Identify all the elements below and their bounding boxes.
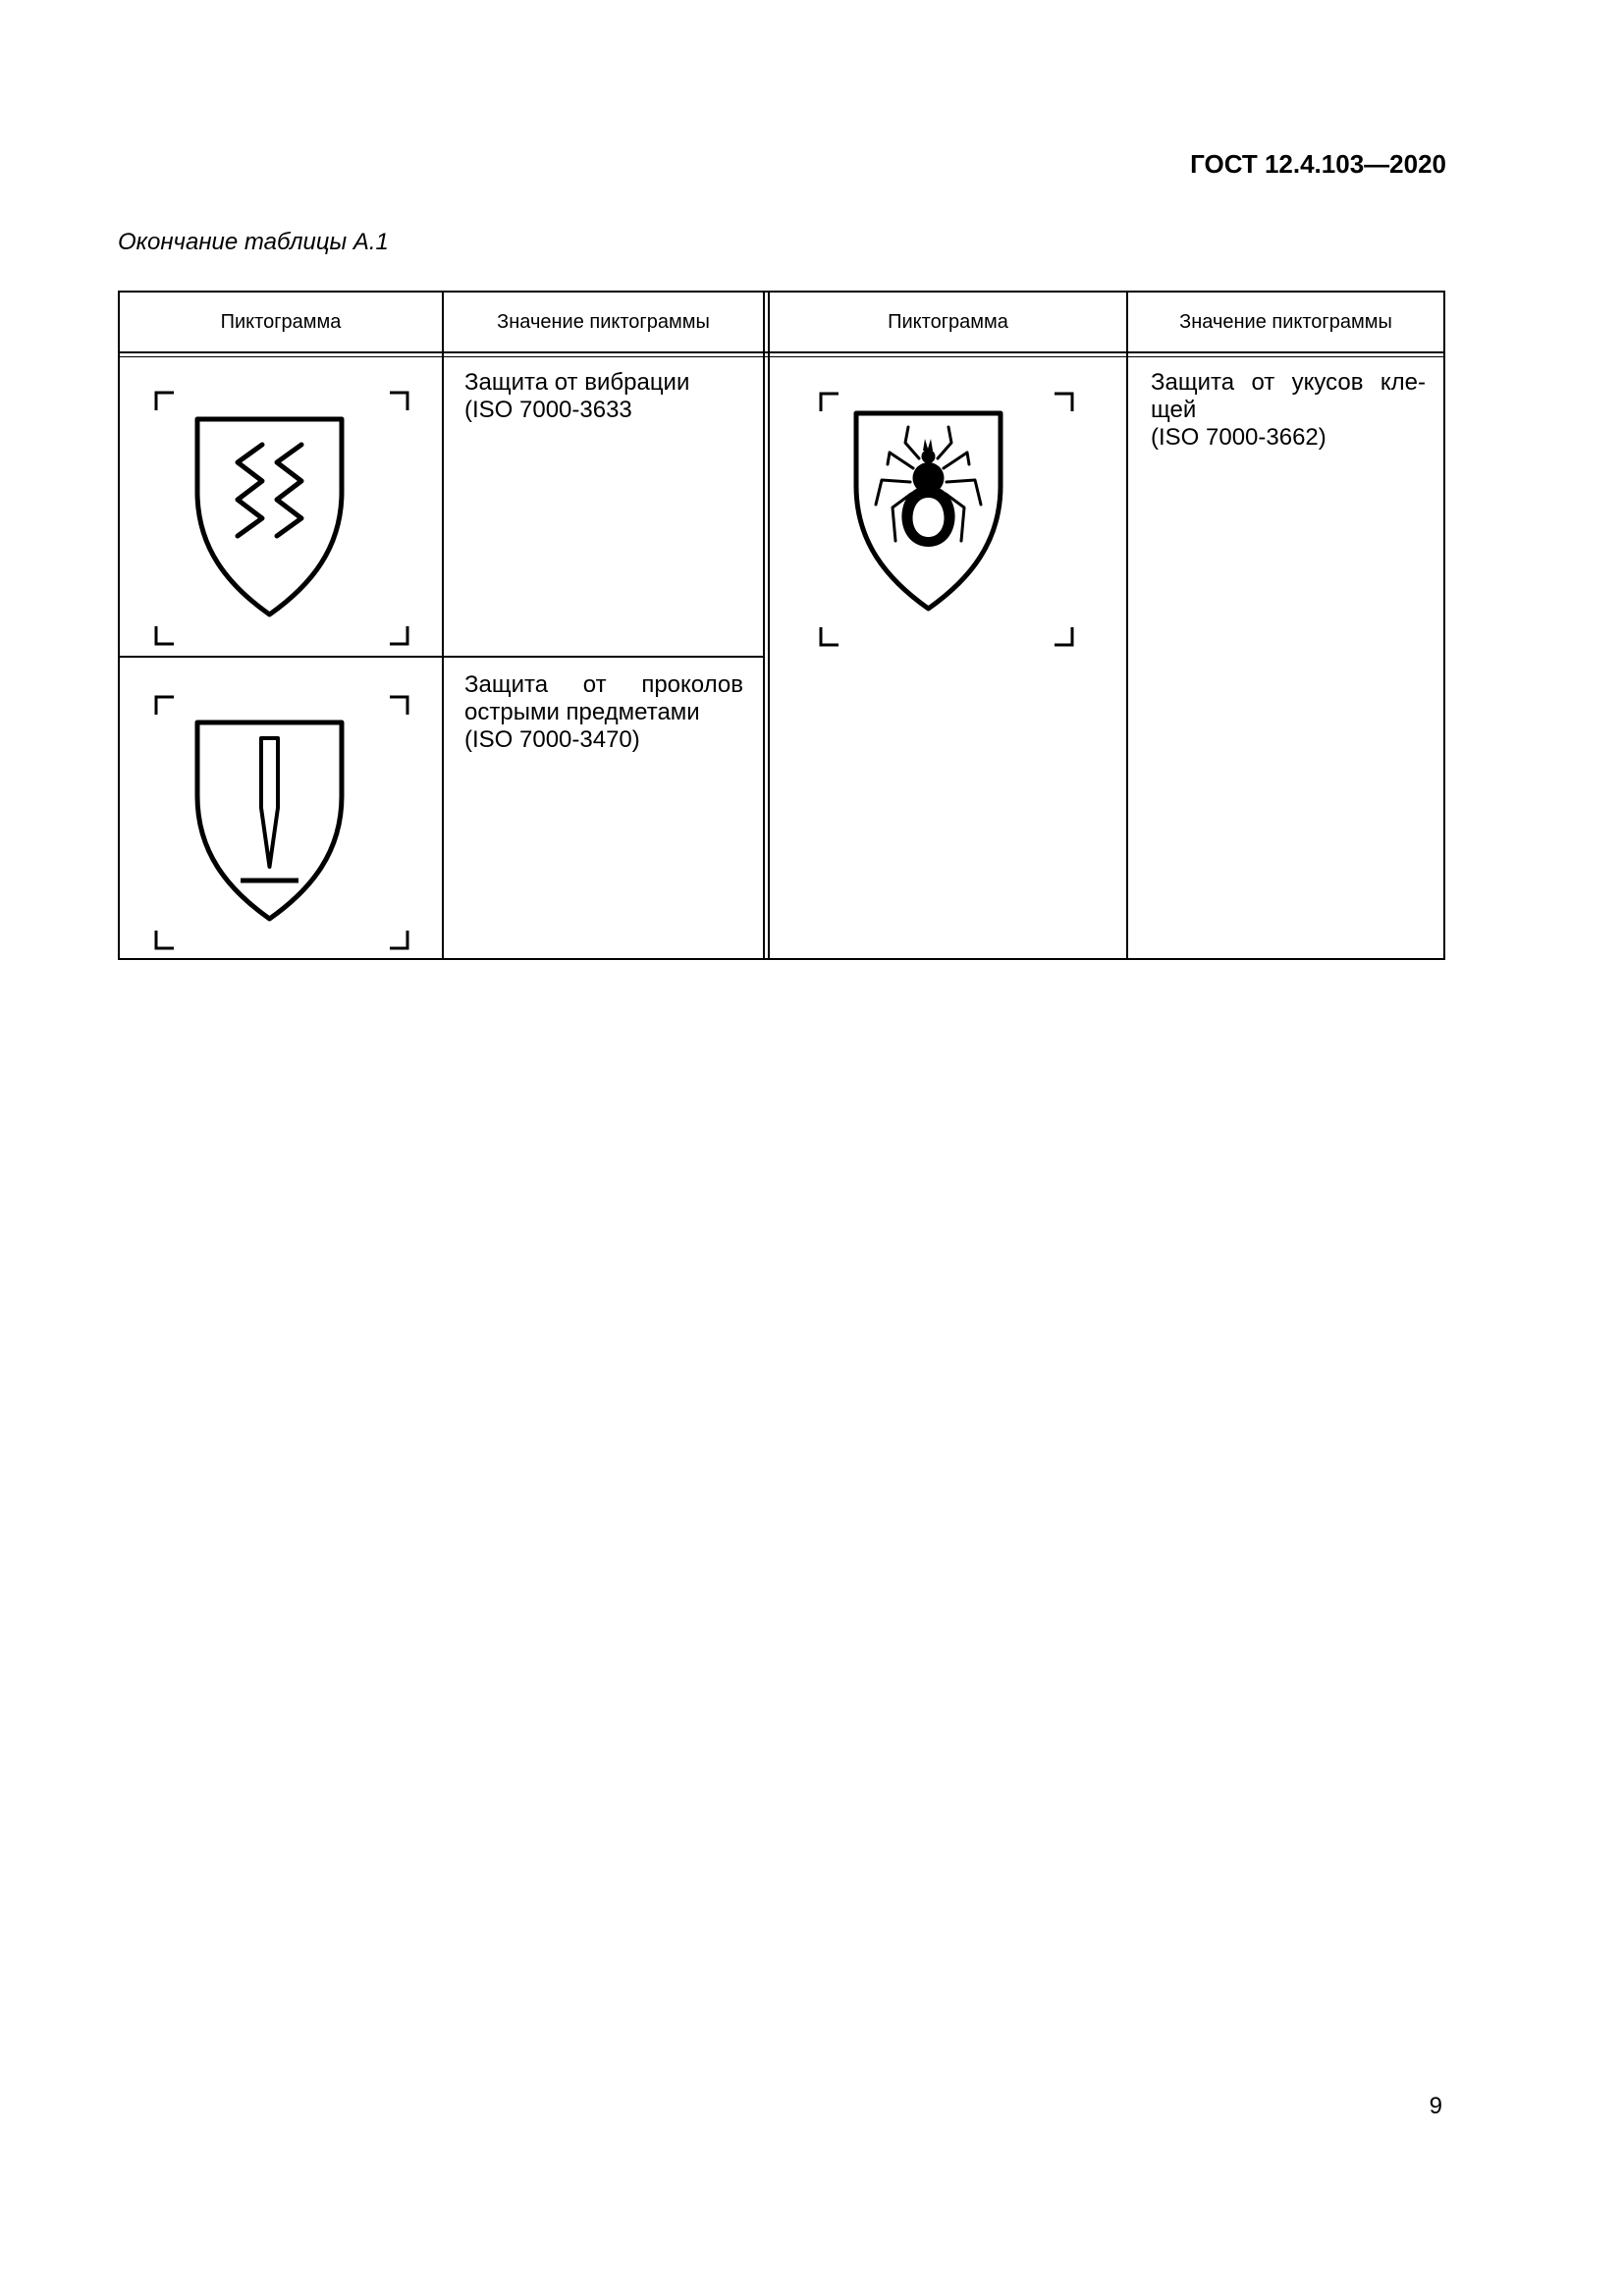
document-code: ГОСТ 12.4.103—2020 bbox=[1190, 149, 1446, 179]
table-caption: Окончание таблицы А.1 bbox=[118, 229, 389, 255]
row-divider bbox=[120, 656, 765, 658]
vibration-protection-icon bbox=[154, 391, 409, 646]
meaning-line: Защита от проколов bbox=[464, 671, 743, 698]
meaning-line: (ISO 7000-3662) bbox=[1151, 424, 1326, 451]
meaning-line: щей bbox=[1151, 397, 1197, 423]
column-divider bbox=[1126, 293, 1128, 958]
meaning-line: Защита от вибрации bbox=[464, 369, 690, 396]
meaning-line: (ISO 7000-3470) bbox=[464, 726, 640, 753]
pictogram-table bbox=[118, 291, 1445, 960]
header-divider bbox=[120, 356, 1443, 357]
header-meaning: Значение пиктограммы bbox=[1179, 310, 1392, 333]
header-pictogram: Пиктограмма bbox=[888, 310, 1008, 333]
column-divider bbox=[768, 293, 770, 958]
column-divider bbox=[763, 293, 765, 958]
meaning-line: острыми предметами bbox=[464, 699, 700, 725]
puncture-protection-icon bbox=[154, 695, 409, 950]
meaning-puncture bbox=[464, 671, 743, 754]
page-number: 9 bbox=[1429, 2093, 1442, 2119]
meaning-line: (ISO 7000-3633 bbox=[464, 397, 632, 423]
header-pictogram: Пиктограмма bbox=[220, 310, 342, 333]
meaning-tick-bite bbox=[1151, 369, 1426, 452]
header-meaning: Значение пиктограммы bbox=[497, 310, 710, 333]
meaning-line: Защита от укусов кле- bbox=[1151, 369, 1426, 396]
column-divider bbox=[442, 293, 444, 958]
tick-bite-protection-icon bbox=[819, 392, 1074, 647]
meaning-vibration bbox=[464, 369, 743, 424]
header-divider bbox=[120, 351, 1443, 353]
